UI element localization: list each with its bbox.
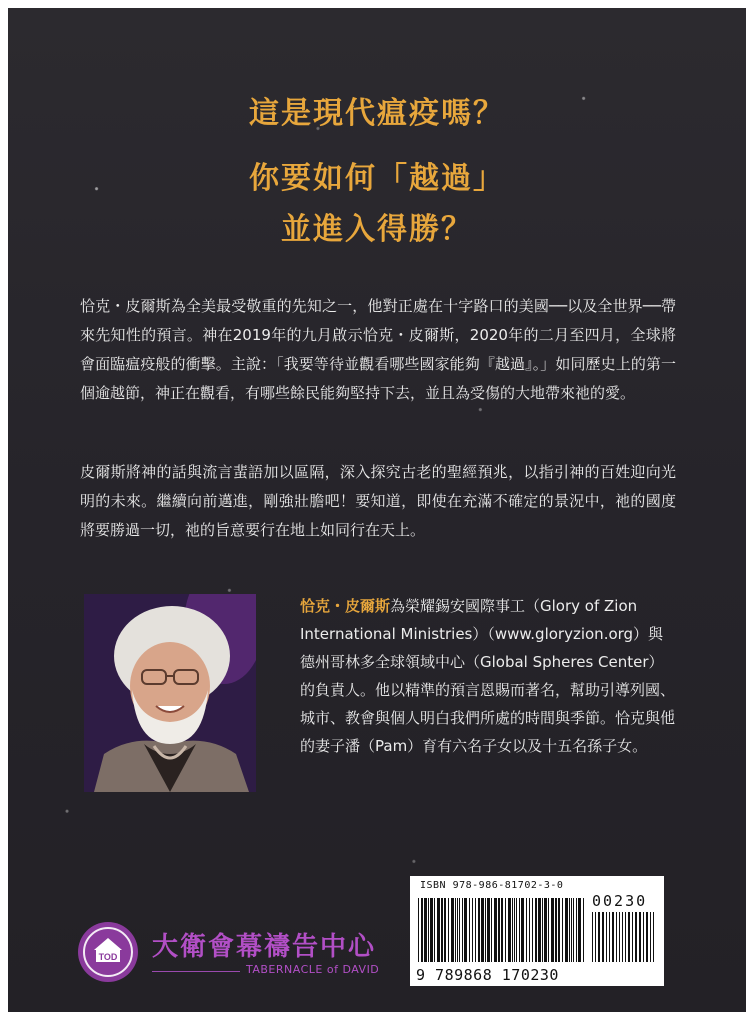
barcode-bar [424,898,427,962]
barcode-addon-bar [609,912,610,962]
barcode-bar [569,898,570,962]
barcode-bar [434,898,435,962]
headline-line-2: 你要如何「越過」 [249,161,505,196]
barcode-bar [501,898,503,962]
barcode-bar [459,898,460,962]
isbn-label: ISBN 978-986-81702-3-0 [420,880,564,891]
barcode-addon-bar [632,912,633,962]
tabernacle-icon [78,922,138,982]
barcode-bar [538,898,541,962]
barcode-bar [521,898,524,962]
headline-line-3: 並進入得勝？ [281,212,473,247]
barcode-bar [532,898,533,962]
barcode-bar [573,898,574,962]
barcode-bar [516,898,517,962]
author-bio [300,592,678,760]
barcode-bar [441,898,443,962]
barcode-addon-bar [612,912,614,962]
barcode-bar [464,898,467,962]
description-paragraph-2: 皮爾斯將神的話與流言蜚語加以區隔，深入探究古老的聖經預兆，以指引神的百姓迎向光明的未來。繼續向前邁進，剛強壯膽吧！要知道，即使在充滿不確定的景況中，祂的國度將要勝過一切，祂的旨意要行在地上如同行在天上。 [80,463,676,539]
barcode-addon-bar [646,912,648,962]
barcode-bar [475,898,476,962]
publisher-logo [78,920,408,990]
barcode-addon-bar [653,912,654,962]
barcode-bar [478,898,480,962]
barcode-bar [462,898,463,962]
publisher-divider [152,971,240,972]
author-bio-text: 為榮耀錫安國際事工（Glory of Zion International Ministries）（www.gloryzion.org）與德州哥林多全球領域中心（Global Spheres Center）的負責人。他以精準的預言恩賜而著名，幫助引導列國、城市、教會與個人明白我們所處的時間與季節。恰克與他的妻子潘（Pam）育有六名子女以及十五名孫子女。 [300,597,676,755]
logo-letters: TOD [98,952,118,962]
barcode-bar [444,898,446,962]
barcode-bar [418,898,419,962]
barcode-bar [494,898,497,962]
barcode-bar [535,898,537,962]
barcode-bar [508,898,511,962]
barcode-bar [583,898,584,962]
barcode-addon-bar [622,912,623,962]
barcode-bar [555,898,557,962]
barcode-number: 9 789868 170230 [416,966,559,984]
barcode-addon-bar [619,912,620,962]
barcode-bar [562,898,563,962]
publisher-name-cn: 大衛會幕禱告中心 [152,932,377,962]
barcode-addon-bar [650,912,651,962]
publisher-name-en: TABERNACLE of DAVID [246,963,380,976]
barcode-addon-bar [625,912,626,962]
barcode-bar [519,898,520,962]
barcode-bar [514,898,515,962]
barcode-addon-bar [595,912,596,962]
barcode-bar [469,898,470,962]
barcode-bar [472,898,473,962]
barcode-bar [578,898,581,962]
barcode-addon-bar [606,912,607,962]
barcode-bar [565,898,568,962]
barcode-bar [437,898,440,962]
barcode-addon-bar [598,912,600,962]
barcode-bar [448,898,449,962]
barcode-bar [421,898,423,962]
barcode-bar [491,898,492,962]
barcode-bar [548,898,549,962]
barcode-bar [512,898,513,962]
barcode-bar [487,898,490,962]
isbn-barcode [410,876,664,986]
barcode-bar [498,898,500,962]
barcode-addon-bar [643,912,644,962]
barcode-bar [455,898,456,962]
barcode-bar [505,898,506,962]
barcode-addon-bar [602,912,604,962]
barcode-addon-bar [635,912,637,962]
barcode-bar [544,898,547,962]
barcode-bars [416,894,660,966]
barcode-bar [481,898,484,962]
barcode-addon-bar [616,912,617,962]
barcode-bar [576,898,577,962]
description-paragraph-1: 恰克・皮爾斯為全美最受敬重的先知之一，他對正處在十字路口的美國──以及全世界──帶來先知性的預言。神在2019年的九月啟示恰克・皮爾斯，2020年的二月至四月，全球將會面臨瘟疫般的衝擊。主說：「我要等待並觀看哪些國家能夠『越過』。」如同歷史上的第一個逾越節，神正在觀看，有哪些餘民能夠堅持下去，並且為受傷的大地帶來祂的愛。 [80,297,676,402]
barcode-bar [428,898,429,962]
barcode-bar [485,898,486,962]
barcode-bar [526,898,527,962]
barcode-bar [571,898,572,962]
author-name: 恰克・皮爾斯 [300,597,391,615]
barcode-bar [529,898,530,962]
barcode-bar [430,898,433,962]
book-back-cover [8,8,746,1012]
barcode-addon-bar [592,912,593,962]
barcode-bar [558,898,560,962]
barcode-bar [451,898,454,962]
barcode-addon-bar [639,912,641,962]
author-photo [84,594,256,792]
barcode-bar [542,898,543,962]
barcode-bar [457,898,458,962]
headline-line-1: 這是現代瘟疫嗎？ [249,96,505,131]
barcode-addon: 00230 [592,892,648,910]
barcode-addon-bar [628,912,630,962]
barcode-bar [551,898,554,962]
